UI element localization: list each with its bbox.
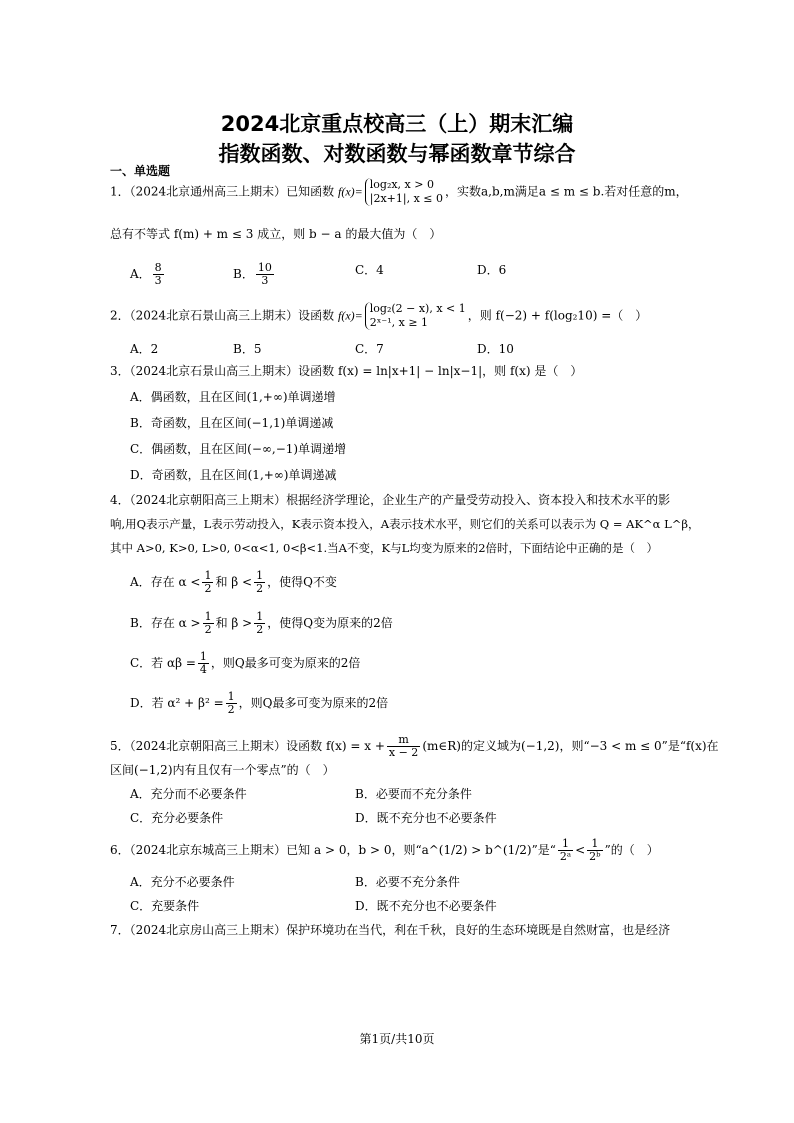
question-1-line-1: 1．（2024北京通州高三上期末）已知函数 f(x)= log₂x, x > 0 |2x+1|, x ≤ 0 ，实数a,b,m满足a ≤ m ≤ b.若对任意的m，	[110, 178, 688, 205]
q2-option-a: A．2	[130, 342, 159, 356]
q1-option-b: B． $\frac{10}{3}$	[233, 261, 272, 287]
q5-option-d: D．既不充分也不必要条件	[355, 811, 497, 825]
question-4-line-3: 其中 A>0, K>0, L>0, 0<α<1, 0<β<1.当A不变，K与L均变为原来的2倍时，下面结论中正确的是（ ）	[110, 541, 659, 555]
q6-option-c: C．充要条件	[130, 899, 200, 913]
question-2-line-1: 2．（2024北京石景山高三上期末）设函数 f(x)= log₂(2 − x), x < 1 2ˣ⁻¹, x ≥ 1 ，则 f(−2) + f(log₂10) =（ ）	[110, 302, 648, 329]
q3-option-b: B．奇函数，且在区间(−1,1)单调递减	[130, 416, 334, 430]
question-3-line-1: 3．（2024北京石景山高三上期末）设函数 f(x) = ln|x+1| − ln|x−1|，则 f(x) 是（ ）	[110, 364, 583, 378]
page-title: 2024北京重点校高三（上）期末汇编	[220, 112, 574, 136]
question-6-line-1: 6．（2024北京东城高三上期末）已知 a > 0，b > 0，则“a^(1/2) > b^(1/2)”是“ $\frac{1}{\text{2ᵃ}}$ < $\frac{1}{\text{2ᵇ}}$ ”的（ ）	[110, 837, 659, 863]
q1-option-c: C．4	[355, 263, 384, 277]
q4-option-d: D．若 α² + β² = $\frac{1}{2}$ ，则Q最多可变为原来的2倍	[130, 690, 389, 716]
page-subtitle: 指数函数、对数函数与幂函数章节综合	[218, 142, 576, 166]
q4-option-c: C．若 αβ = $\frac{1}{4}$ ，则Q最多可变为原来的2倍	[130, 650, 361, 676]
q1-option-d: D．6	[477, 263, 507, 277]
q4-option-a: A．存在 α < $\frac{1}{2}$ 和 β < $\frac{1}{2}$ ，使得Q不变	[130, 569, 337, 595]
q5-option-c: C．充分必要条件	[130, 811, 224, 825]
q3-option-a: A．偶函数，且在区间(1,+∞)单调递增	[130, 390, 336, 404]
q6-option-a: A．充分不必要条件	[130, 875, 235, 889]
q2-option-b: B．5	[233, 342, 262, 356]
q2-option-c: C．7	[355, 342, 384, 356]
question-4-line-2: 响,用Q表示产量，L表示劳动投入，K表示资本投入，A表示技术水平，则它们的关系可以表示为 Q = AK^α L^β，	[110, 517, 700, 531]
q2-option-d: D．10	[477, 342, 514, 356]
q4-option-b: B．存在 α > $\frac{1}{2}$ 和 β > $\frac{1}{2}$ ，使得Q变为原来的2倍	[130, 610, 393, 636]
q3-option-c: C．偶函数，且在区间(−∞,−1)单调递增	[130, 442, 347, 456]
page-footer: 第1页/共10页	[359, 1032, 435, 1046]
question-1-line-2: 总有不等式 f(m) + m ≤ 3 成立，则 b − a 的最大值为（ ）	[110, 227, 442, 241]
question-4-line-1: 4．（2024北京朝阳高三上期末）根据经济学理论，企业生产的产量受劳动投入、资本投入和技术水平的影	[110, 493, 671, 507]
q6-option-b: B．必要不充分条件	[355, 875, 460, 889]
piecewise-brace: log₂x, x > 0 |2x+1|, x ≤ 0	[365, 178, 443, 206]
piecewise-brace: log₂(2 − x), x < 1 2ˣ⁻¹, x ≥ 1	[365, 302, 466, 330]
q5-option-b: B．必要而不充分条件	[355, 787, 472, 801]
q1-option-a: A． $\frac{8}{3}$	[130, 261, 162, 287]
q5-option-a: A．充分而不必要条件	[130, 787, 247, 801]
question-5-line-1: 5．（2024北京朝阳高三上期末）设函数 f(x) = x + $\frac{m}{x - 2}$ (m∈R)的定义域为(−1,2)，则“−3 < m ≤ 0”是“f(x)在	[110, 733, 719, 759]
question-5-line-2: 区间(−1,2)内有且仅有一个零点”的（ ）	[110, 763, 335, 777]
q3-option-d: D．奇函数，且在区间(1,+∞)单调递减	[130, 468, 337, 482]
question-7-line-1: 7．（2024北京房山高三上期末）保护环境功在当代，利在千秋，良好的生态环境既是自然财富，也是经济	[110, 923, 671, 937]
section-heading: 一、单选题	[110, 164, 171, 178]
q6-option-d: D．既不充分也不必要条件	[355, 899, 497, 913]
